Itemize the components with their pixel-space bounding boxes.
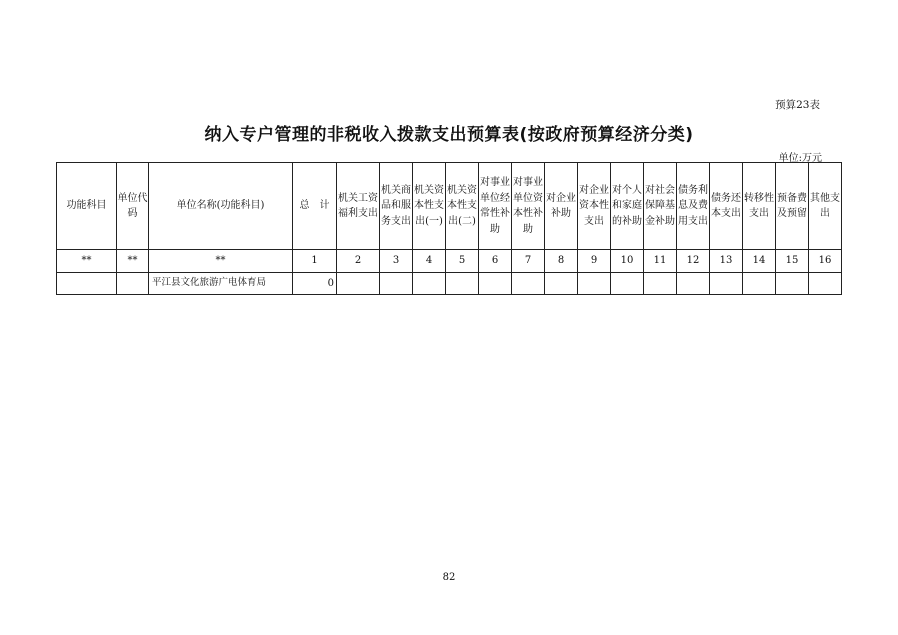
header-cell: 机关资本性支出(一) [413, 163, 446, 250]
number-cell: 8 [545, 250, 578, 273]
header-cell: 单位代码 [117, 163, 149, 250]
value-cell [809, 273, 842, 295]
budget-table [56, 162, 842, 295]
table-number: 预算23表 [775, 99, 820, 111]
number-cell: 10 [611, 250, 644, 273]
number-cell: ** [149, 250, 293, 273]
header-cell: 对企业资本性支出 [578, 163, 611, 250]
header-cell: 预备费及预留 [776, 163, 809, 250]
value-cell [413, 273, 446, 295]
number-cell: 12 [677, 250, 710, 273]
value-cell [776, 273, 809, 295]
value-cell [677, 273, 710, 295]
value-cell [380, 273, 413, 295]
number-cell: 9 [578, 250, 611, 273]
page-number: 82 [442, 572, 456, 583]
header-cell: 转移性支出 [743, 163, 776, 250]
header-cell: 对个人和家庭的补助 [611, 163, 644, 250]
header-cell: 债务还本支出 [710, 163, 743, 250]
unit-name-cell: 平江县文化旅游广电体育局 [149, 273, 293, 295]
number-cell: ** [117, 250, 149, 273]
number-cell: 5 [446, 250, 479, 273]
value-cell [512, 273, 545, 295]
number-cell: 2 [337, 250, 380, 273]
total-cell: 0 [293, 273, 337, 295]
header-cell: 其他支出 [809, 163, 842, 250]
number-cell: 13 [710, 250, 743, 273]
header-cell: 机关商品和服务支出 [380, 163, 413, 250]
header-cell: 单位名称(功能科目) [149, 163, 293, 250]
number-cell: ** [57, 250, 117, 273]
header-cell: 机关工资福利支出 [337, 163, 380, 250]
func-subject-cell [57, 273, 117, 295]
value-cell [337, 273, 380, 295]
number-cell: 16 [809, 250, 842, 273]
number-cell: 1 [293, 250, 337, 273]
header-row [57, 163, 842, 250]
value-cell [611, 273, 644, 295]
header-cell: 对事业单位经常性补助 [479, 163, 512, 250]
column-number-row [57, 250, 842, 273]
value-cell [578, 273, 611, 295]
page-title: 纳入专户管理的非税收入拨款支出预算表(按政府预算经济分类) [204, 125, 694, 145]
value-cell [743, 273, 776, 295]
header-cell: 债务利息及费用支出 [677, 163, 710, 250]
number-cell: 3 [380, 250, 413, 273]
number-cell: 11 [644, 250, 677, 273]
header-cell: 对企业补助 [545, 163, 578, 250]
number-cell: 14 [743, 250, 776, 273]
table-row [57, 273, 842, 295]
number-cell: 15 [776, 250, 809, 273]
number-cell: 4 [413, 250, 446, 273]
header-cell: 总 计 [293, 163, 337, 250]
value-cell [479, 273, 512, 295]
header-cell: 对社会保障基金补助 [644, 163, 677, 250]
header-cell: 功能科目 [57, 163, 117, 250]
header-cell: 机关资本性支出(二) [446, 163, 479, 250]
number-cell: 7 [512, 250, 545, 273]
value-cell [545, 273, 578, 295]
unit-code-cell [117, 273, 149, 295]
value-cell [710, 273, 743, 295]
header-cell: 对事业单位资本性补助 [512, 163, 545, 250]
number-cell: 6 [479, 250, 512, 273]
value-cell [446, 273, 479, 295]
unit-label: 单位:万元 [778, 153, 822, 164]
value-cell [644, 273, 677, 295]
